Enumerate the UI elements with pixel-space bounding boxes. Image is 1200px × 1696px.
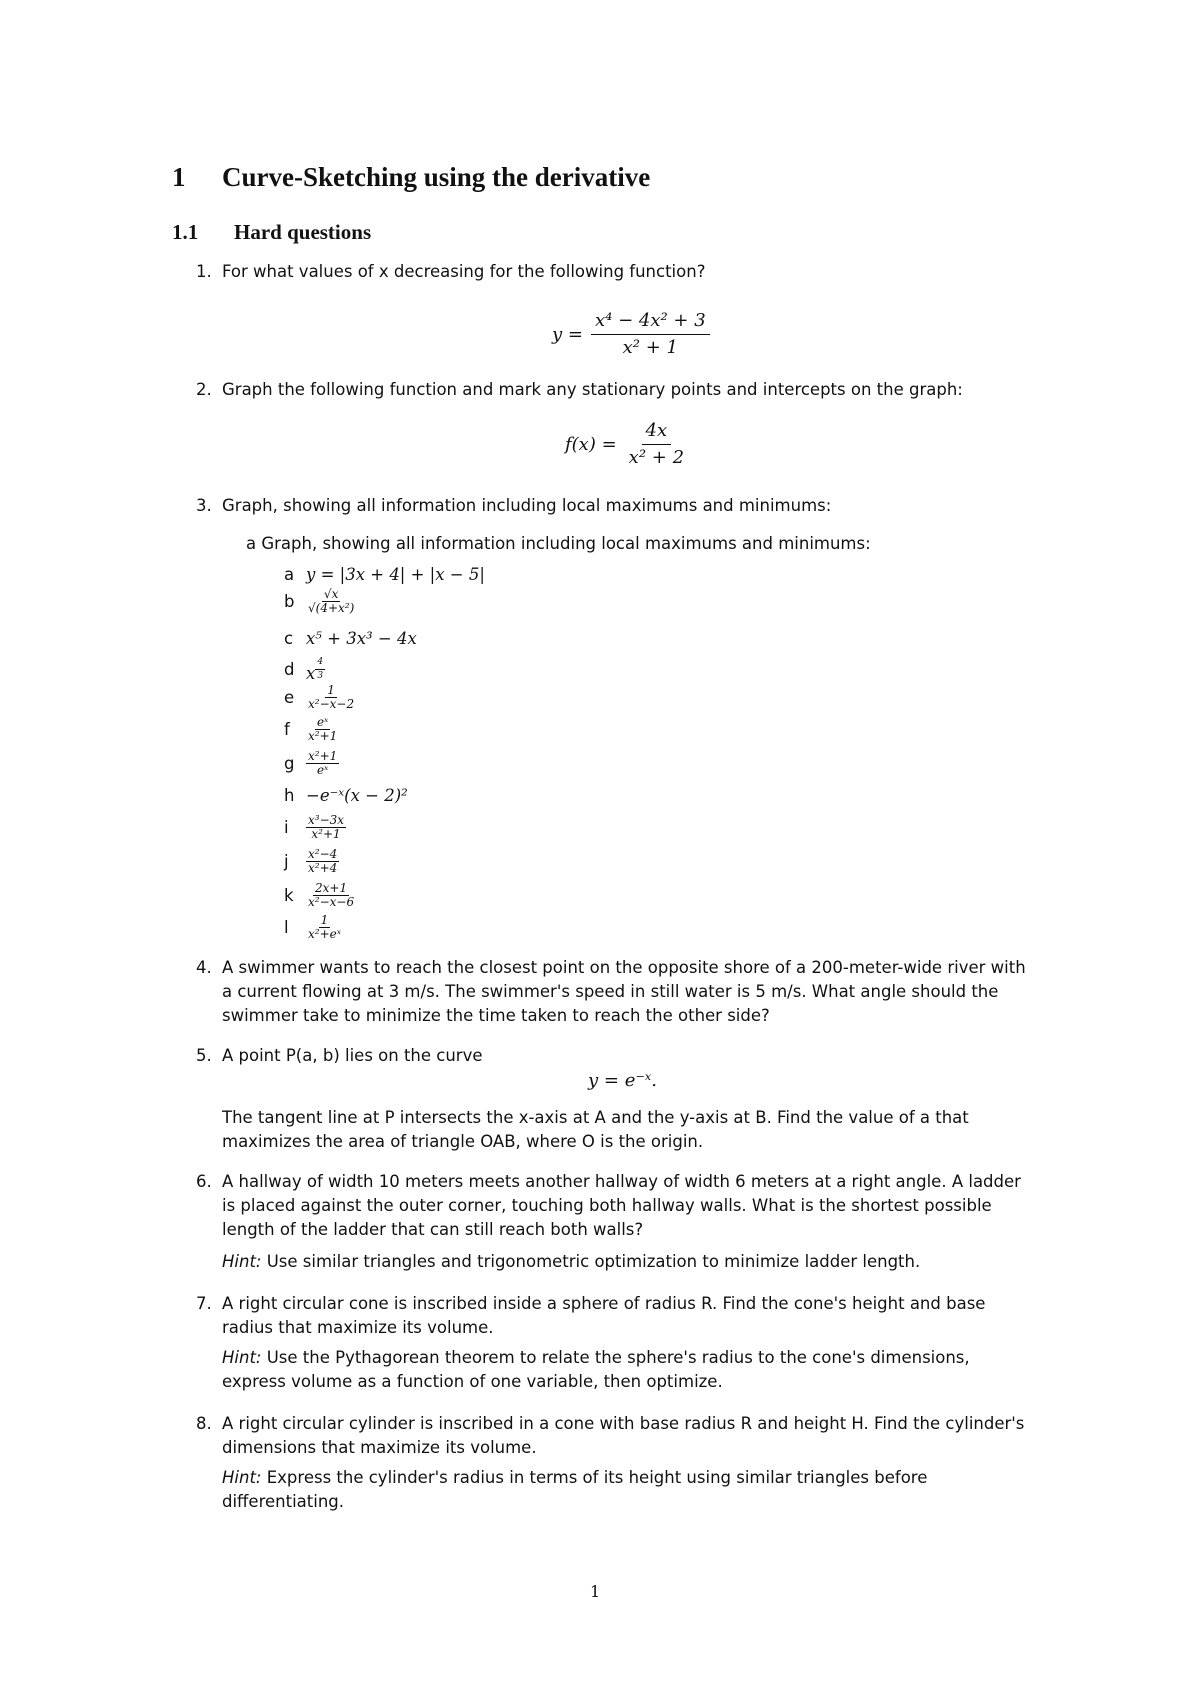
q5-text2: The tangent line at P intersects the x-axis at A and the y-axis at B. Find the value of a that maximizes the area of triangle OAB, where O is the origin.	[222, 1108, 969, 1151]
q3-item-label: b	[284, 592, 295, 611]
q3-subtext: a Graph, showing all information including local maximums and minimums:	[246, 534, 871, 553]
q3-item-denominator: x²+1	[311, 827, 341, 841]
q3-item-label: f	[284, 720, 290, 739]
q7-hint-label: Hint:	[222, 1348, 262, 1367]
section-number: 1	[172, 162, 186, 192]
q3-item-denominator: x²+1	[308, 729, 338, 743]
q1-lhs: y =	[552, 324, 583, 345]
q3-item	[284, 848, 339, 875]
q3-item-label: l	[284, 918, 289, 937]
q2-lhs: f(x) =	[565, 434, 617, 455]
q3-item-expr: −e⁻ˣ(x − 2)²	[306, 786, 408, 805]
q3-item-denominator: x²−x−2	[308, 697, 355, 711]
q3-item-numerator: x²+1	[308, 749, 338, 763]
q3-item	[284, 716, 339, 743]
q3-item	[284, 814, 346, 841]
q1-denominator: x² + 1	[622, 337, 679, 358]
q3-item-fraction	[306, 716, 339, 743]
q6-text: A hallway of width 10 meters meets another hallway of width 6 meters at a right angle. A ladder is placed against the outer corner, touching both hallway walls. What is the shortest possible length of the ladder that can still reach both walls?	[222, 1172, 1021, 1239]
q3-item-fraction	[306, 814, 346, 841]
q3-item-fraction	[306, 684, 356, 711]
q3-item-label: d	[284, 660, 295, 679]
q6-number: 6.	[196, 1172, 212, 1191]
q1-numerator: x⁴ − 4x² + 3	[591, 310, 710, 335]
q3-item-label: g	[284, 754, 295, 773]
q3-item	[284, 684, 356, 711]
q3-item-denominator: √(4+x²)	[308, 601, 355, 615]
q5-equation: y = e⁻ˣ.	[588, 1070, 657, 1091]
q2-number: 2.	[196, 380, 212, 399]
q3-item-fraction	[306, 750, 339, 777]
q8-hint-text: Express the cylinder's radius in terms of its height using similar triangles before differentiating.	[222, 1468, 928, 1511]
q2-fraction	[625, 420, 688, 469]
q3-item-label: i	[284, 818, 289, 837]
q3-item-label: c	[284, 629, 294, 648]
section-title: Curve-Sketching using the derivative	[222, 162, 651, 192]
q3-item-fraction	[306, 882, 356, 909]
q3-item-numerator: √x	[323, 587, 339, 601]
q3-item-label: a	[284, 565, 295, 584]
q3-item	[284, 629, 417, 648]
q3-item-fraction	[306, 848, 339, 875]
q2-denominator: x² + 2	[628, 447, 685, 468]
q3-item	[284, 656, 325, 683]
subsection-heading	[172, 220, 371, 245]
q7-number: 7.	[196, 1294, 212, 1313]
q3-item-fraction	[306, 914, 343, 941]
q2-text: Graph the following function and mark any stationary points and intercepts on the graph:	[222, 380, 963, 399]
q3-item-numerator: x³−3x	[308, 813, 345, 827]
q3-item-denominator: eˣ	[316, 763, 329, 777]
q8-text: A right circular cylinder is inscribed in a cone with base radius R and height H. Find the cylinder's dimensions that maximize its volume.	[222, 1414, 1025, 1457]
q7-text: A right circular cone is inscribed inside a sphere of radius R. Find the cone's height and base radius that maximize its volume.	[222, 1294, 986, 1337]
q3-item	[284, 882, 356, 909]
q3-item-denominator: x²−x−6	[308, 895, 355, 909]
q3-item	[284, 565, 485, 584]
q4-number: 4.	[196, 958, 212, 977]
q2-equation	[565, 420, 688, 469]
q3-item-label: e	[284, 688, 295, 707]
q3-item-numerator: eˣ	[316, 715, 329, 729]
q8-hint-label: Hint:	[222, 1468, 262, 1487]
q3-item-numerator: 1	[327, 683, 335, 697]
q3-item-expr: x⁵ + 3x³ − 4x	[306, 629, 417, 648]
q7-hint	[222, 1346, 1032, 1394]
q3-item-numerator: 1	[320, 913, 329, 927]
q3-item-denominator: x²+eˣ	[308, 927, 341, 941]
q7-hint-text: Use the Pythagorean theorem to relate the sphere's radius to the cone's dimensions, express volume as a function of one variable, then optimize.	[222, 1348, 970, 1391]
q5-number: 5.	[196, 1046, 212, 1065]
q3-item	[284, 914, 343, 941]
section-heading	[172, 162, 650, 193]
q8-hint	[222, 1466, 1032, 1514]
q3-item-denominator: x²+4	[308, 861, 338, 875]
q3-item-fraction	[306, 588, 356, 615]
q6-hint-label: Hint:	[222, 1252, 262, 1271]
q3-item-expr: y = |3x + 4| + |x − 5|	[306, 565, 485, 584]
q3-text: Graph, showing all information including local maximums and minimums:	[222, 496, 832, 515]
q1-equation	[552, 310, 710, 359]
q3-item-label: j	[284, 852, 289, 871]
q3-item	[284, 786, 408, 805]
q1-fraction	[591, 310, 710, 359]
subsection-number: 1.1	[172, 220, 199, 244]
q8-number: 8.	[196, 1414, 212, 1433]
q1-number: 1.	[196, 262, 212, 281]
q3-item-numerator: x²−4	[308, 847, 338, 861]
q3-item-label: h	[284, 786, 295, 805]
q3-item	[284, 750, 339, 777]
q6-hint-text: Use similar triangles and trigonometric optimization to minimize ladder length.	[266, 1252, 921, 1271]
q3-number: 3.	[196, 496, 212, 515]
q3-item-expr: x $^{\frac{4}{3}}$	[306, 657, 324, 683]
subsection-title: Hard questions	[234, 220, 372, 244]
q4-text: A swimmer wants to reach the closest point on the opposite shore of a 200-meter-wide river with a current flowing at 3 m/s. The swimmer's speed in still water is 5 m/s. What angle should the swimmer take to minimize the time taken to reach the other side?	[222, 958, 1026, 1025]
q1-text: For what values of x decreasing for the following function?	[222, 262, 706, 281]
q3-item-numerator: 2x+1	[315, 881, 348, 895]
q3-item	[284, 588, 356, 615]
page-number: 1	[590, 1582, 601, 1601]
q3-item-label: k	[284, 886, 294, 905]
q2-numerator: 4x	[642, 420, 672, 445]
q5-text: A point P(a, b) lies on the curve	[222, 1046, 483, 1065]
q6-hint	[222, 1250, 1032, 1274]
